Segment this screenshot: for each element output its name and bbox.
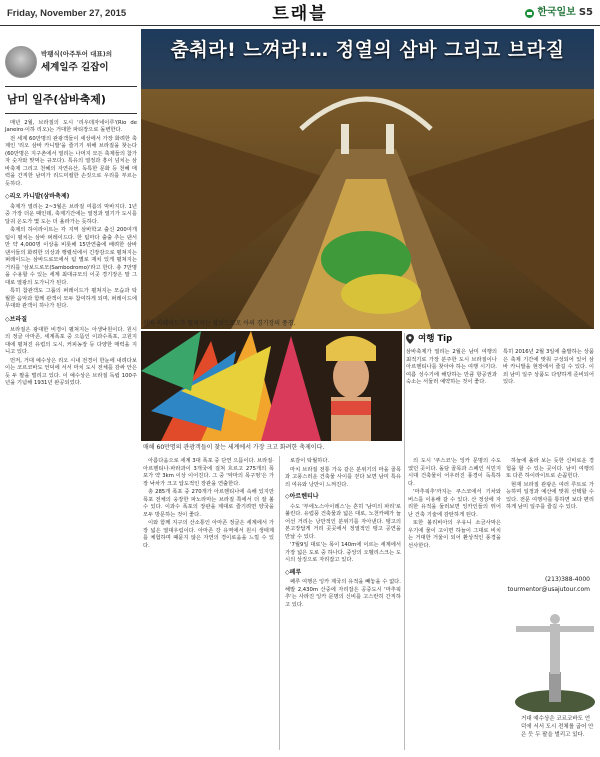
paragraph: 또한 볼리비아의 우유니 소금사막은 우기에 물이 고이면 하늘이 그대로 비치는 거대한 거울이 되어 환상적인 풍경을 선사한다.	[408, 520, 501, 549]
dancer-photo	[141, 331, 402, 441]
masthead	[525, 6, 593, 20]
statue-caption: 거대 예수상은 코르코바도 언덕에 서서 도시 전체를 굽어 안은 듯 두 팔을 벌리고 있다.	[521, 716, 594, 738]
tip-text-col1: 삼바축제가 열리는 2월은 남미 여행의 최적기로 가장 분주한 도시 브라질이나 아르헨티나를 찾아야 하는 여행 시기다. 여름 성수기에 해당하는 만큼 항공권과 숙소는 서둘러 예약하는 것이 좋다.	[406, 349, 497, 386]
section-heading: ◇브라질	[5, 315, 28, 323]
newspaper-name: 한국일보	[537, 7, 576, 18]
column-sidebar	[5, 44, 137, 389]
page-header	[0, 0, 600, 26]
paragraph: 축제의 하이라이트는 각 지역 삼바학교 출신 200여개팀이 펼치는 삼바 퍼레이드다. 한 팀마다 출출 추는 댄서만 약 4,000명 이상을 비롯해 15만연출에 배려한 삼바 댄서들의 화려한 의상과 행렬석에서 긴장감으로 펼쳐지는 퍼레이드는 삼바드로모에서 팀 별로 재치 있게 펼쳐지는 거리를 '삼보드로모(Sambodromo)'라고 한다. 총 7만명을 수용할 수 있는 세계 최대규모의 이곳 경기장은 말 그대로 열광의 도가니가 된다.	[5, 227, 137, 286]
paragraph: 하늘에 올라 보는 듯한 신비로운 경험을 할 수 있는 곳이다. 남미 여행의 또 다른 하이라이트로 손꼽힌다.	[506, 458, 594, 480]
newspaper-logo-icon	[525, 9, 534, 18]
author-name: 박팽식(아주투어 대표)의	[41, 49, 112, 58]
column-divider	[279, 456, 280, 750]
paragraph: 수도 '부에노스아이레스'는 흔히 '남미의 파리'로 불린다. 유럽풍 건축물과 넓은 대로, 노천카페가 늘어선 거리는 낭만적인 분위기를 자아낸다. 탱고의 본고장답게 거리 곳곳에서 정열적인 탱고 공연을 만날 수 있다.	[285, 503, 401, 540]
contact-info	[507, 575, 590, 594]
article-body-col5	[506, 458, 594, 513]
paragraph: '마추픽추'까지는 쿠스코에서 기차와 버스를 이용해 갈 수 있다. 산 정상에 자리한 유적을 둘러보면 잉카인들의 뛰어난 건축 기술에 감탄하게 된다.	[408, 489, 501, 518]
tip-title: 여행 Tip	[418, 334, 453, 344]
article-body-col1	[5, 120, 137, 388]
author-block	[5, 44, 137, 80]
article-body-col3	[285, 458, 401, 610]
samba-dancer-photo	[141, 331, 402, 441]
section-heading: ◇아르헨티나	[285, 493, 319, 501]
article-headline: 춤춰라! 느껴라!… 정열의 삼바 그리고 브라질	[170, 39, 565, 61]
paragraph: 전 세계 60만명의 관광객들이 세상에서 가장 화려한 축제인 '리오 삼바 카니발'을 즐기기 위해 브라질을 찾는다(60만명은 지구촌에서 열리는 나머지 모든 축제들의 참가자 숫자와 맞먹는 규모다). 특유의 열정과 흥이 넘치는 삼바축제 그리고 천혜의 자연유산, 독특한 문화 등 천혜 매력을 간직한 남미가 리드미컬한 손짓으로 우리를 부르는 듯하다.	[5, 135, 137, 187]
article-subhead: 남미 일주(삼바축제)	[5, 86, 137, 114]
paragraph: '7월9일 대로'는 폭이 140m에 이르는 세계에서 가장 넓은 도로 중 하나다. 중앙의 오벨리스크는 도시의 상징으로 자리잡고 있다.	[285, 542, 401, 564]
travel-tip-box	[406, 333, 594, 451]
paragraph: 페루 여행은 잉카 제국의 유적을 빼놓을 수 없다. 해발 2,430m 산중에 자리잡은 공중도시 '마추픽추'는 사라진 잉카 문명의 신비를 고스란히 간직하고 있다.	[285, 579, 401, 608]
paragraph: 현재 브라질 관광은 여러 루트로 가능하며 일정과 예산에 맞춰 선택할 수 있다. 전문 여행사를 통하면 보다 편리하게 남미 일주를 즐길 수 있다.	[506, 481, 594, 511]
section-heading: ◇리오 카니발(삼바축제)	[5, 193, 70, 201]
paragraph: 의 도시 '쿠스코'는 잉카 문명의 수도였던 곳이다. 돌담 골목과 스페인 식민지 시대 건축물이 어우러진 풍경이 독특하다.	[408, 458, 501, 487]
section-heading: ◇페루	[285, 568, 302, 576]
paragraph: 매년 2월, 브라질의 도시 '리우데자네이루'(Rio de Janeiro·이하 리오)는 거대한 파티장으로 돌변한다.	[5, 119, 137, 134]
column-divider	[404, 333, 405, 750]
paragraph: 축제가 열리는 2~3월은 브라질 여름의 막바지다. 1년 중 가장 더운 때인데, 축제기간에는 열정과 열기가 도시를 달궈 온도가 몇 도는 더 올라가는 듯하다.	[5, 203, 137, 225]
paragraph: 특히 참관객도 그룹의 퍼레이드가 펼쳐지는 모습과 탁월한 음악과 함께 관객이 모두 참여하게 되며, 퍼레이드에 무대와 관객이 하나가 된다.	[5, 288, 137, 310]
column-title: 세계일주 길잡이	[41, 61, 109, 73]
issue-date: Friday, November 27, 2015	[7, 8, 127, 19]
christ-statue-photo	[514, 602, 596, 712]
section-title: 트래블	[272, 4, 328, 24]
hero-photo	[141, 29, 594, 329]
contact-phone: (213)388-4000	[544, 576, 590, 583]
christ-redeemer-photo	[514, 602, 596, 712]
tip-text-col2: 특히 2016년 2월 3일에 출발하는 상품은 축제 기간에 맞춰 구성되어 있어 삼바 카니발을 현장에서 즐길 수 있다. 이 외 남미 일주 상품도 다양하게 준비되어 있다.	[503, 349, 594, 386]
article-body-col4	[408, 458, 501, 551]
sambadrome-photo	[141, 29, 594, 329]
hero-caption: 삼바 퍼레이드가 펼쳐지는 삼보드로모 아의 경기장의 풍경.	[143, 320, 296, 327]
paragraph: 마치 브라질 전통 가옥 같은 분위기의 마을 골목과 고풍스러운 건축물 사이를 걷다 보면 남미 특유의 여유와 낭만이 느껴진다.	[285, 466, 401, 488]
dancer-caption: 매해 60만명의 관광객들이 찾는 세계에서 가장 크고 화려한 축제이다.	[143, 444, 325, 451]
paragraph: 로감이 탁월하다.	[290, 458, 330, 464]
paragraph: 브라질은 광대한 비경이 펼쳐지는 아생낙원이다. 원시의 정글 아마존, 세계폭포 중 으뜸인 이과수폭포, 고원지대에 펼쳐진 유럽의 도시, 커피농장 등 다양한 매력을 지니고 있다.	[5, 326, 137, 356]
author-avatar	[5, 46, 37, 78]
paragraph: 총 285개 폭포 중 270개가 아르헨티나에 속해 있지만 폭포 전체의 웅장한 파노라마는 브라질 쪽에서 더 잘 볼 수 있다. 이과수 폭포의 장관을 제대로 즐기려면 양국을 모두 방문하는 것이 좋다.	[143, 489, 274, 518]
paragraph: 아름다움으로 세계 3대 폭포 중 단연 으뜸이다. 브라질·아르헨티나·파라과이 3개국에 걸쳐 흐르고 275개의 폭포가 약 3km 이상 이어진다. 그 중 '악마의 목구멍'은 가장 낙차가 크고 압도적인 장관을 연출한다.	[143, 458, 274, 487]
paragraph: 먼저, 거대 예수상은 리오 시내 전경이 한눈에 내려다보이는 코르코바도 언덕에 서서 마치 도시 전체를 감싸 안은 듯 두 팔을 벌리고 있다. 이 예수상은 브라질 독립 100주년을 기념해 1931년 완공되었다.	[5, 357, 137, 387]
tip-heading	[406, 333, 594, 345]
article-body-col2	[143, 458, 274, 551]
page-number: S5	[578, 7, 593, 18]
map-pin-icon	[406, 334, 414, 344]
paragraph: 이와 함께 지구의 산소통인 아마존 정글은 세계에서 가장 넓은 열대우림이다. 아마존 강 유역에서 원시 생태계를 체험하며 때묻지 않은 자연의 경이로움을 느낄 수 있다.	[143, 520, 274, 549]
contact-email: tourmentor@usajutour.com	[507, 585, 590, 593]
